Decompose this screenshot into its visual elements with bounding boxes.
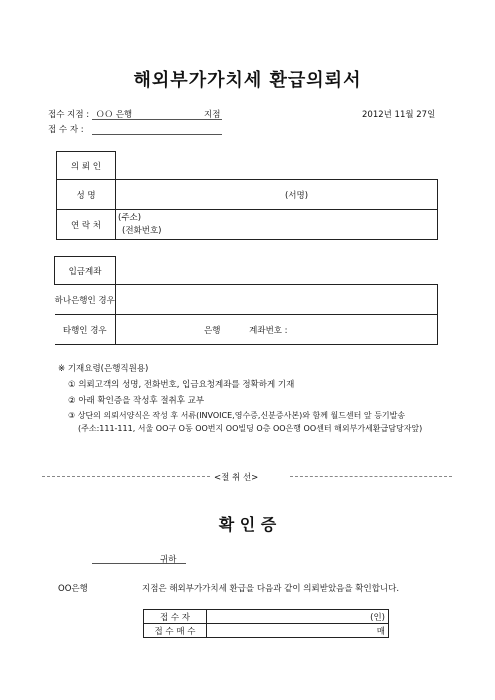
- cut-line-left: [42, 476, 210, 477]
- contact-field[interactable]: [116, 210, 438, 240]
- receiver-label: 접 수 자 :: [48, 125, 84, 135]
- account-header: 입금계좌: [55, 257, 116, 285]
- honorific: 귀하: [160, 555, 177, 565]
- bank-name: ＯＯ 은행: [96, 110, 133, 120]
- confirm-receiver-field[interactable]: [207, 610, 389, 624]
- receiver-underline[interactable]: [92, 134, 222, 135]
- confirm-receiver-label: 접 수 자: [144, 610, 207, 624]
- hana-account-field[interactable]: [116, 285, 438, 315]
- client-table: [56, 151, 438, 240]
- request-date: 2012년 11월 27일: [362, 110, 436, 120]
- account-table: [54, 256, 438, 345]
- confirm-count-field[interactable]: [207, 624, 389, 638]
- count-unit: 매: [376, 626, 385, 637]
- hana-label: 하나은행인 경우: [55, 285, 116, 315]
- other-bank-field[interactable]: [116, 315, 438, 345]
- confirm-table: [143, 609, 389, 638]
- other-bank-name: 은행: [204, 325, 221, 336]
- cut-line-right: [290, 476, 452, 477]
- client-header: 의 뢰 인: [57, 152, 116, 180]
- branch-suffix: 지점: [204, 110, 221, 120]
- seal-mark: (인): [370, 612, 385, 623]
- confirm-count-label: 접 수 매 수: [144, 624, 207, 638]
- confirm-statement: 지점은 해외부가가치세 환급을 다음과 같이 의뢰받았음을 확인합니다.: [142, 584, 400, 594]
- note-item: ① 의뢰고객의 성명, 전화번호, 입금요청계좌를 정확하게 기재: [68, 380, 295, 390]
- note-address: (주소:111-111, 서울 OO구 O동 OO번지 OO빌딩 O층 OO은행 OO센터 해외부가세환급담당자앞): [78, 424, 423, 433]
- document-title: 해외부가가치세 환급의뢰서: [133, 70, 362, 91]
- name-label: 성 명: [57, 180, 116, 210]
- notes-title: ※ 기재요령(은행직원용): [58, 364, 149, 374]
- cut-line-label: <절 취 선>: [214, 473, 259, 483]
- note-item: ③ 상단의 의뢰서양식은 작성 후 서류(INVOICE,영수증,신분증사본)와 함께 월드센터 앞 등기발송: [68, 411, 406, 420]
- note-item: ② 아래 확인증을 작성후 절취후 교부: [68, 396, 205, 406]
- sign-mark: (서명): [284, 190, 309, 201]
- address-label: (주소): [118, 213, 142, 223]
- phone-label: (전화번호): [122, 226, 162, 236]
- branch-underline: [92, 119, 222, 120]
- other-bank-label: 타행인 경우: [55, 315, 116, 345]
- name-field[interactable]: [116, 180, 438, 210]
- confirm-bank: OO은행: [58, 584, 88, 594]
- contact-label: 연 락 처: [57, 210, 116, 240]
- account-number-label: 계좌번호 :: [249, 325, 288, 336]
- confirm-title: 확 인 증: [218, 515, 277, 534]
- branch-label: 접수 지점 :: [48, 110, 90, 120]
